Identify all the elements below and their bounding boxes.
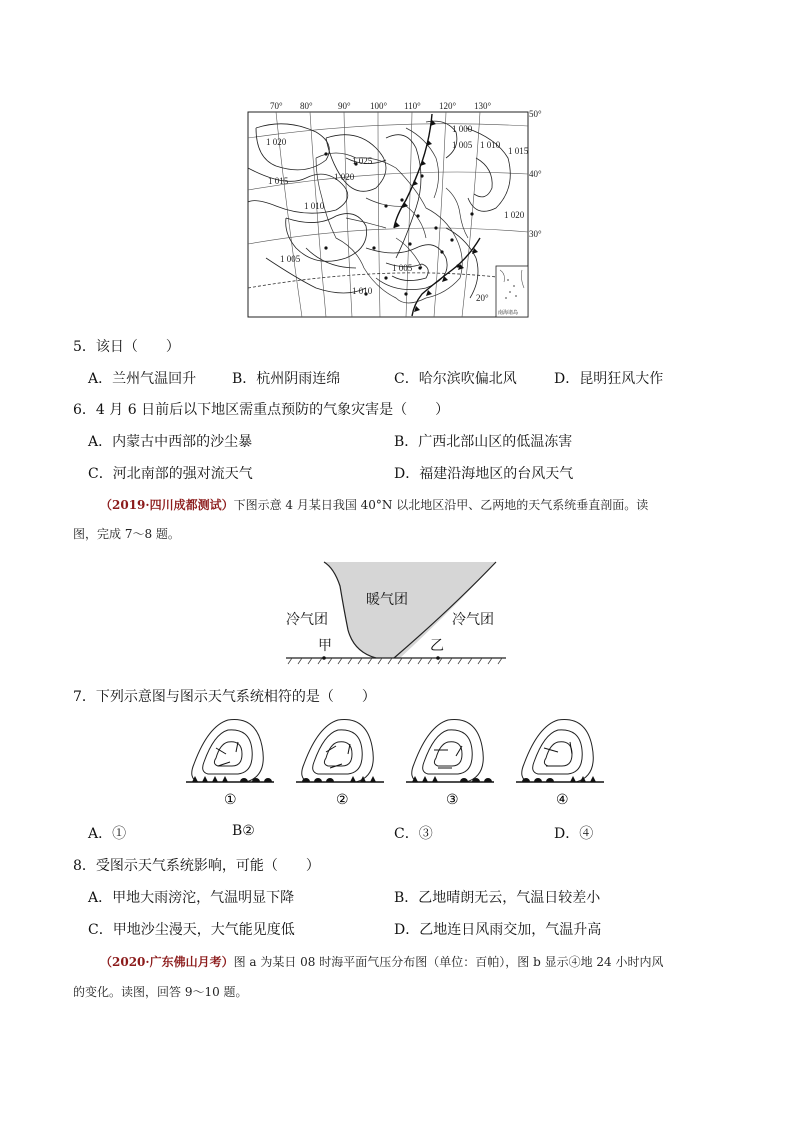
- lat-label: 20°: [476, 293, 489, 303]
- intro-text: 下图示意 4 月某日我国 40°N 以北地区沿甲、乙两地的天气系统垂直剖面。读: [233, 498, 649, 512]
- diagram-label-2: ②: [336, 792, 349, 808]
- q8-option-a[interactable]: A．甲地大雨滂沱，气温明显下降: [88, 890, 295, 906]
- lon-label: 130°: [474, 101, 492, 111]
- lon-label: 90°: [338, 101, 351, 111]
- cold-air-left-label: 冷气团: [286, 612, 328, 628]
- q5-option-d[interactable]: D．昆明狂风大作: [554, 371, 664, 387]
- q5-option-a[interactable]: A．兰州气温回升: [88, 371, 197, 387]
- isobar-label: 1 020: [504, 210, 525, 220]
- lon-label: 120°: [439, 101, 457, 111]
- isobar-label: 1 010: [480, 140, 501, 150]
- source-tag: （2020·广东佛山月考）: [100, 955, 234, 969]
- q8-option-c[interactable]: C．甲地沙尘漫天，大气能见度低: [88, 922, 295, 938]
- intro-9-10-line2: 的变化。读图，回答 9～10 题。: [73, 985, 248, 999]
- source-tag: （2019·四川成都测试）: [100, 498, 234, 512]
- intro-7-8: [100, 496, 648, 513]
- cyclone-diagrams: [184, 716, 604, 808]
- q7-option-d[interactable]: D．④: [554, 826, 594, 842]
- q5-option-b[interactable]: B．杭州阴雨连绵: [232, 371, 341, 387]
- lat-label: 30°: [529, 229, 542, 239]
- isobar-label: 1 010: [304, 201, 325, 211]
- cold-air-right-label: 冷气团: [452, 612, 494, 628]
- isobar-label: 1 005: [452, 140, 473, 150]
- question-6-stem: 6．4 月 6 日前后以下地区需重点预防的气象灾害是（ ）: [73, 402, 450, 418]
- jia-label: 甲: [318, 638, 332, 654]
- isobar-label: 1 015: [508, 146, 529, 156]
- question-8-stem: 8．受图示天气系统影响，可能（ ）: [73, 858, 320, 874]
- q8-option-b[interactable]: B．乙地晴朗无云，气温日较差小: [394, 890, 601, 906]
- lat-label: 50°: [529, 109, 542, 119]
- q6-option-c[interactable]: C．河北南部的强对流天气: [88, 466, 253, 482]
- intro-7-8-line2: 图，完成 7～8 题。: [73, 527, 180, 541]
- diagram-label-1: ①: [224, 792, 237, 808]
- inset-label: 南海诸岛: [498, 310, 519, 316]
- lon-label: 70°: [270, 101, 283, 111]
- intro-9-10: [100, 953, 663, 970]
- intro-text: 图 a 为某日 08 时海平面气压分布图（单位：百帕），图 b 显示④地 24 小时内风: [233, 955, 664, 969]
- front-section-diagram: [282, 560, 508, 666]
- q6-option-b[interactable]: B．广西北部山区的低温冻害: [394, 434, 573, 450]
- q5-option-c[interactable]: C．哈尔滨吹偏北风: [394, 371, 517, 387]
- yi-label: 乙: [430, 638, 444, 654]
- question-5-stem: 5．该日（ ）: [73, 339, 180, 355]
- warm-air-label: 暖气团: [366, 592, 408, 608]
- question-7-stem: 7．下列示意图与图示天气系统相符的是（ ）: [73, 689, 376, 705]
- lon-label: 100°: [370, 101, 388, 111]
- q7-option-b[interactable]: B②: [232, 823, 255, 839]
- isobar-map: [246, 98, 546, 322]
- isobar-label: 1 015: [268, 176, 289, 186]
- lon-label: 110°: [404, 101, 421, 111]
- isobar-label: 1 005: [280, 254, 301, 264]
- isobar-label: 1 020: [266, 137, 287, 147]
- diagram-label-4: ④: [556, 792, 569, 808]
- diagram-label-3: ③: [446, 792, 459, 808]
- isobar-label: 1 010: [352, 286, 373, 296]
- isobar-label: 1 025: [352, 156, 373, 166]
- q6-option-a[interactable]: A．内蒙古中西部的沙尘暴: [88, 434, 253, 450]
- q6-option-d[interactable]: D．福建沿海地区的台风天气: [394, 466, 574, 482]
- isobar-label: 1 020: [334, 172, 355, 182]
- isobar-label: 1 000: [452, 124, 473, 134]
- q8-option-d[interactable]: D．乙地连日风雨交加，气温升高: [394, 922, 602, 938]
- q7-option-c[interactable]: C．③: [394, 826, 433, 842]
- isobar-label: 1 005: [392, 263, 413, 273]
- q7-option-a[interactable]: A．①: [88, 826, 127, 842]
- lon-label: 80°: [300, 101, 313, 111]
- lat-label: 40°: [529, 169, 542, 179]
